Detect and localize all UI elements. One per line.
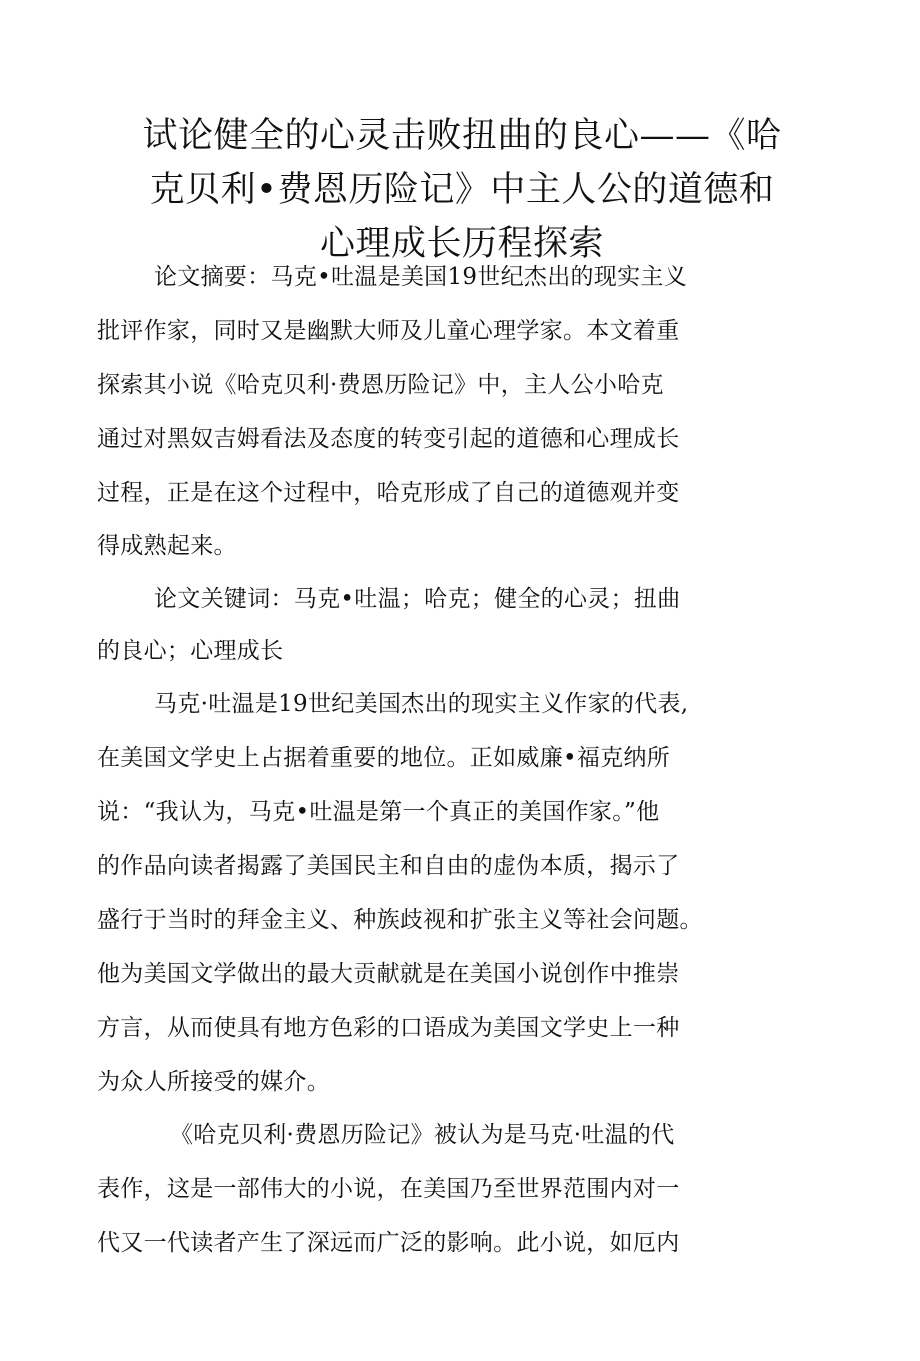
title-line-2: 克贝利•费恩历险记》中主人公的道德和 xyxy=(149,170,775,211)
title-line-1: 试论健全的心灵击败扭曲的良心——《哈 xyxy=(142,116,782,157)
body-p1-line-8: 为众人所接受的媒介。 xyxy=(97,1069,330,1095)
title-line-3: 心理成长历程探索 xyxy=(319,224,604,265)
body-p1-line-6: 他为美国文学做出的最大贡献就是在美国小说创作中推崇 xyxy=(97,961,680,987)
body-p1-line-3: 说：“我认为，马克•吐温是第一个真正的美国作家。”他 xyxy=(97,799,660,825)
abstract-line-5: 过程，正是在这个过程中，哈克形成了自己的道德观并变 xyxy=(97,480,680,506)
abstract-line-2: 批评作家，同时又是幽默大师及儿童心理学家。本文着重 xyxy=(97,318,680,344)
abstract-line-3: 探索其小说《哈克贝利·费恩历险记》中，主人公小哈克 xyxy=(97,372,664,398)
keywords-line-1: 论文关键词：马克•吐温；哈克；健全的心灵；扭曲 xyxy=(154,586,681,612)
body-p1-line-5: 盛行于当时的拜金主义、种族歧视和扩张主义等社会问题。 xyxy=(97,907,703,933)
body-p2-line-3: 代又一代读者产生了深远而广泛的影响。此小说，如厄内 xyxy=(97,1230,680,1256)
body-p1-line-2: 在美国文学史上占据着重要的地位。正如威廉•福克纳所 xyxy=(97,745,671,771)
body-p1-line-4: 的作品向读者揭露了美国民主和自由的虚伪本质，揭示了 xyxy=(97,853,680,879)
body-p2-line-1: 《哈克贝利·费恩历险记》被认为是马克·吐温的代 xyxy=(170,1122,675,1148)
keywords-line-2: 的良心；心理成长 xyxy=(97,638,284,664)
abstract-line-1: 论文摘要：马克•吐温是美国19世纪杰出的现实主义 xyxy=(154,264,688,290)
body-p1-line-1: 马克·吐温是19世纪美国杰出的现实主义作家的代表, xyxy=(154,691,689,717)
abstract-line-4: 通过对黑奴吉姆看法及态度的转变引起的道德和心理成长 xyxy=(97,426,680,452)
abstract-line-6: 得成熟起来。 xyxy=(97,533,237,559)
body-p1-line-7: 方言，从而使具有地方色彩的口语成为美国文学史上一种 xyxy=(97,1015,680,1041)
body-p2-line-2: 表作，这是一部伟大的小说，在美国乃至世界范围内对一 xyxy=(97,1176,680,1202)
